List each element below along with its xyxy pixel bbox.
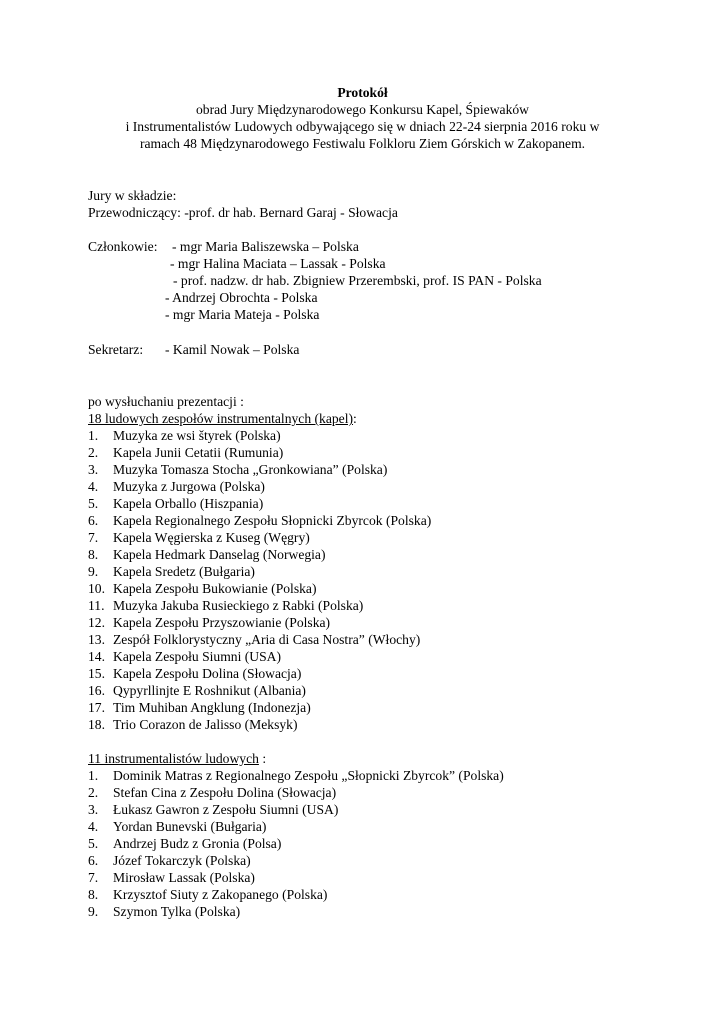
band-item: Kapela Regionalnego Zespołu Słopnicki Zbyrcok (Polska) <box>113 513 432 528</box>
jury-member: - Andrzej Obrochta - Polska <box>165 290 318 305</box>
instrumentalist-number: 5. <box>88 836 99 851</box>
band-item: Kapela Zespołu Dolina (Słowacja) <box>113 666 302 681</box>
band-number: 14. <box>88 649 105 664</box>
bands-heading <box>88 410 357 427</box>
band-number: 9. <box>88 564 99 579</box>
instrumentalist-number: 8. <box>88 887 99 902</box>
instrumentalist-item: Dominik Matras z Regionalnego Zespołu „Słopnicki Zbyrcok” (Polska) <box>113 768 504 783</box>
instrumentalist-number: 6. <box>88 853 99 868</box>
instrumentalist-number: 2. <box>88 785 99 800</box>
band-item: Muzyka Tomasza Stocha „Gronkowiana” (Polska) <box>113 462 388 477</box>
instrumentalists-heading-suffix: : <box>258 751 267 766</box>
band-number: 12. <box>88 615 105 630</box>
jury-member: - prof. nadzw. dr hab. Zbigniew Przerembski, prof. IS PAN - Polska <box>173 273 542 288</box>
jury-member: - mgr Maria Mateja - Polska <box>165 307 320 322</box>
jury-chair-row <box>88 204 398 221</box>
instrumentalist-item: Mirosław Lassak (Polska) <box>113 870 255 885</box>
band-item: Kapela Hedmark Danselag (Norwegia) <box>113 547 326 562</box>
band-number: 13. <box>88 632 105 647</box>
members-label: Członkowie: <box>88 239 158 254</box>
band-item: Kapela Zespołu Przyszowianie (Polska) <box>113 615 331 630</box>
secretary-label: Sekretarz: <box>88 342 144 357</box>
band-item: Muzyka Jakuba Rusieckiego z Rabki (Polska) <box>113 598 364 613</box>
band-item: Tim Muhiban Angklung (Indonezja) <box>113 700 311 715</box>
document-title: Protokół <box>337 85 388 100</box>
header-line-2: i Instrumentalistów Ludowych odbywającego się w dniach 22-24 sierpnia 2016 roku w <box>125 119 600 134</box>
band-number: 16. <box>88 683 105 698</box>
band-number: 18. <box>88 717 105 732</box>
instrumentalist-number: 7. <box>88 870 99 885</box>
band-item: Zespół Folklorystyczny „Aria di Casa Nostra” (Włochy) <box>113 632 421 647</box>
header-line-3: ramach 48 Międzynarodowego Festiwalu Folkloru Ziem Górskich w Zakopanem. <box>139 136 586 151</box>
instrumentalists-heading <box>88 750 266 767</box>
chair-label: Przewodniczący: <box>88 205 181 220</box>
band-number: 1. <box>88 428 99 443</box>
instrumentalist-number: 1. <box>88 768 99 783</box>
instrumentalist-number: 9. <box>88 904 99 919</box>
band-item: Muzyka z Jurgowa (Polska) <box>113 479 265 494</box>
band-number: 11. <box>88 598 105 613</box>
band-number: 17. <box>88 700 105 715</box>
jury-member: - mgr Maria Baliszewska – Polska <box>172 239 359 254</box>
band-number: 15. <box>88 666 105 681</box>
intro-text: po wysłuchaniu prezentacji : <box>88 394 244 409</box>
instrumentalists-heading-text: 11 instrumentalistów ludowych <box>88 751 259 766</box>
band-number: 5. <box>88 496 99 511</box>
band-item: Muzyka ze wsi štyrek (Polska) <box>113 428 281 443</box>
instrumentalist-item: Łukasz Gawron z Zespołu Siumni (USA) <box>113 802 339 817</box>
bands-heading-text: 18 ludowych zespołów instrumentalnych (kapel) <box>88 411 354 426</box>
instrumentalist-item: Yordan Bunevski (Bułgaria) <box>113 819 267 834</box>
band-item: Kapela Orballo (Hiszpania) <box>113 496 264 511</box>
band-item: Kapela Junii Cetatii (Rumunia) <box>113 445 284 460</box>
band-item: Qypyrllinjte E Roshnikut (Albania) <box>113 683 306 698</box>
band-number: 7. <box>88 530 99 545</box>
band-number: 8. <box>88 547 99 562</box>
band-number: 4. <box>88 479 99 494</box>
jury-heading: Jury w składzie: <box>88 188 177 203</box>
band-number: 10. <box>88 581 105 596</box>
instrumentalist-number: 4. <box>88 819 99 834</box>
band-number: 2. <box>88 445 99 460</box>
instrumentalist-item: Krzysztof Siuty z Zakopanego (Polska) <box>113 887 328 902</box>
band-number: 6. <box>88 513 99 528</box>
chair-name: -prof. dr hab. Bernard Garaj - Słowacja <box>184 205 398 220</box>
band-item: Kapela Zespołu Bukowianie (Polska) <box>113 581 317 596</box>
bands-heading-suffix: : <box>353 411 357 426</box>
band-item: Trio Corazon de Jalisso (Meksyk) <box>113 717 298 732</box>
header-line-1: obrad Jury Międzynarodowego Konkursu Kapel, Śpiewaków <box>196 102 529 117</box>
instrumentalist-item: Andrzej Budz z Gronia (Polsa) <box>113 836 282 851</box>
instrumentalist-item: Szymon Tylka (Polska) <box>113 904 241 919</box>
band-item: Kapela Zespołu Siumni (USA) <box>113 649 282 664</box>
instrumentalist-item: Stefan Cina z Zespołu Dolina (Słowacja) <box>113 785 337 800</box>
band-item: Kapela Węgierska z Kuseg (Węgry) <box>113 530 310 545</box>
band-number: 3. <box>88 462 99 477</box>
instrumentalist-number: 3. <box>88 802 99 817</box>
secretary-name: - Kamil Nowak – Polska <box>165 342 300 357</box>
band-item: Kapela Sredetz (Bułgaria) <box>113 564 255 579</box>
jury-member: - mgr Halina Maciata – Lassak - Polska <box>170 256 386 271</box>
instrumentalist-item: Józef Tokarczyk (Polska) <box>113 853 251 868</box>
